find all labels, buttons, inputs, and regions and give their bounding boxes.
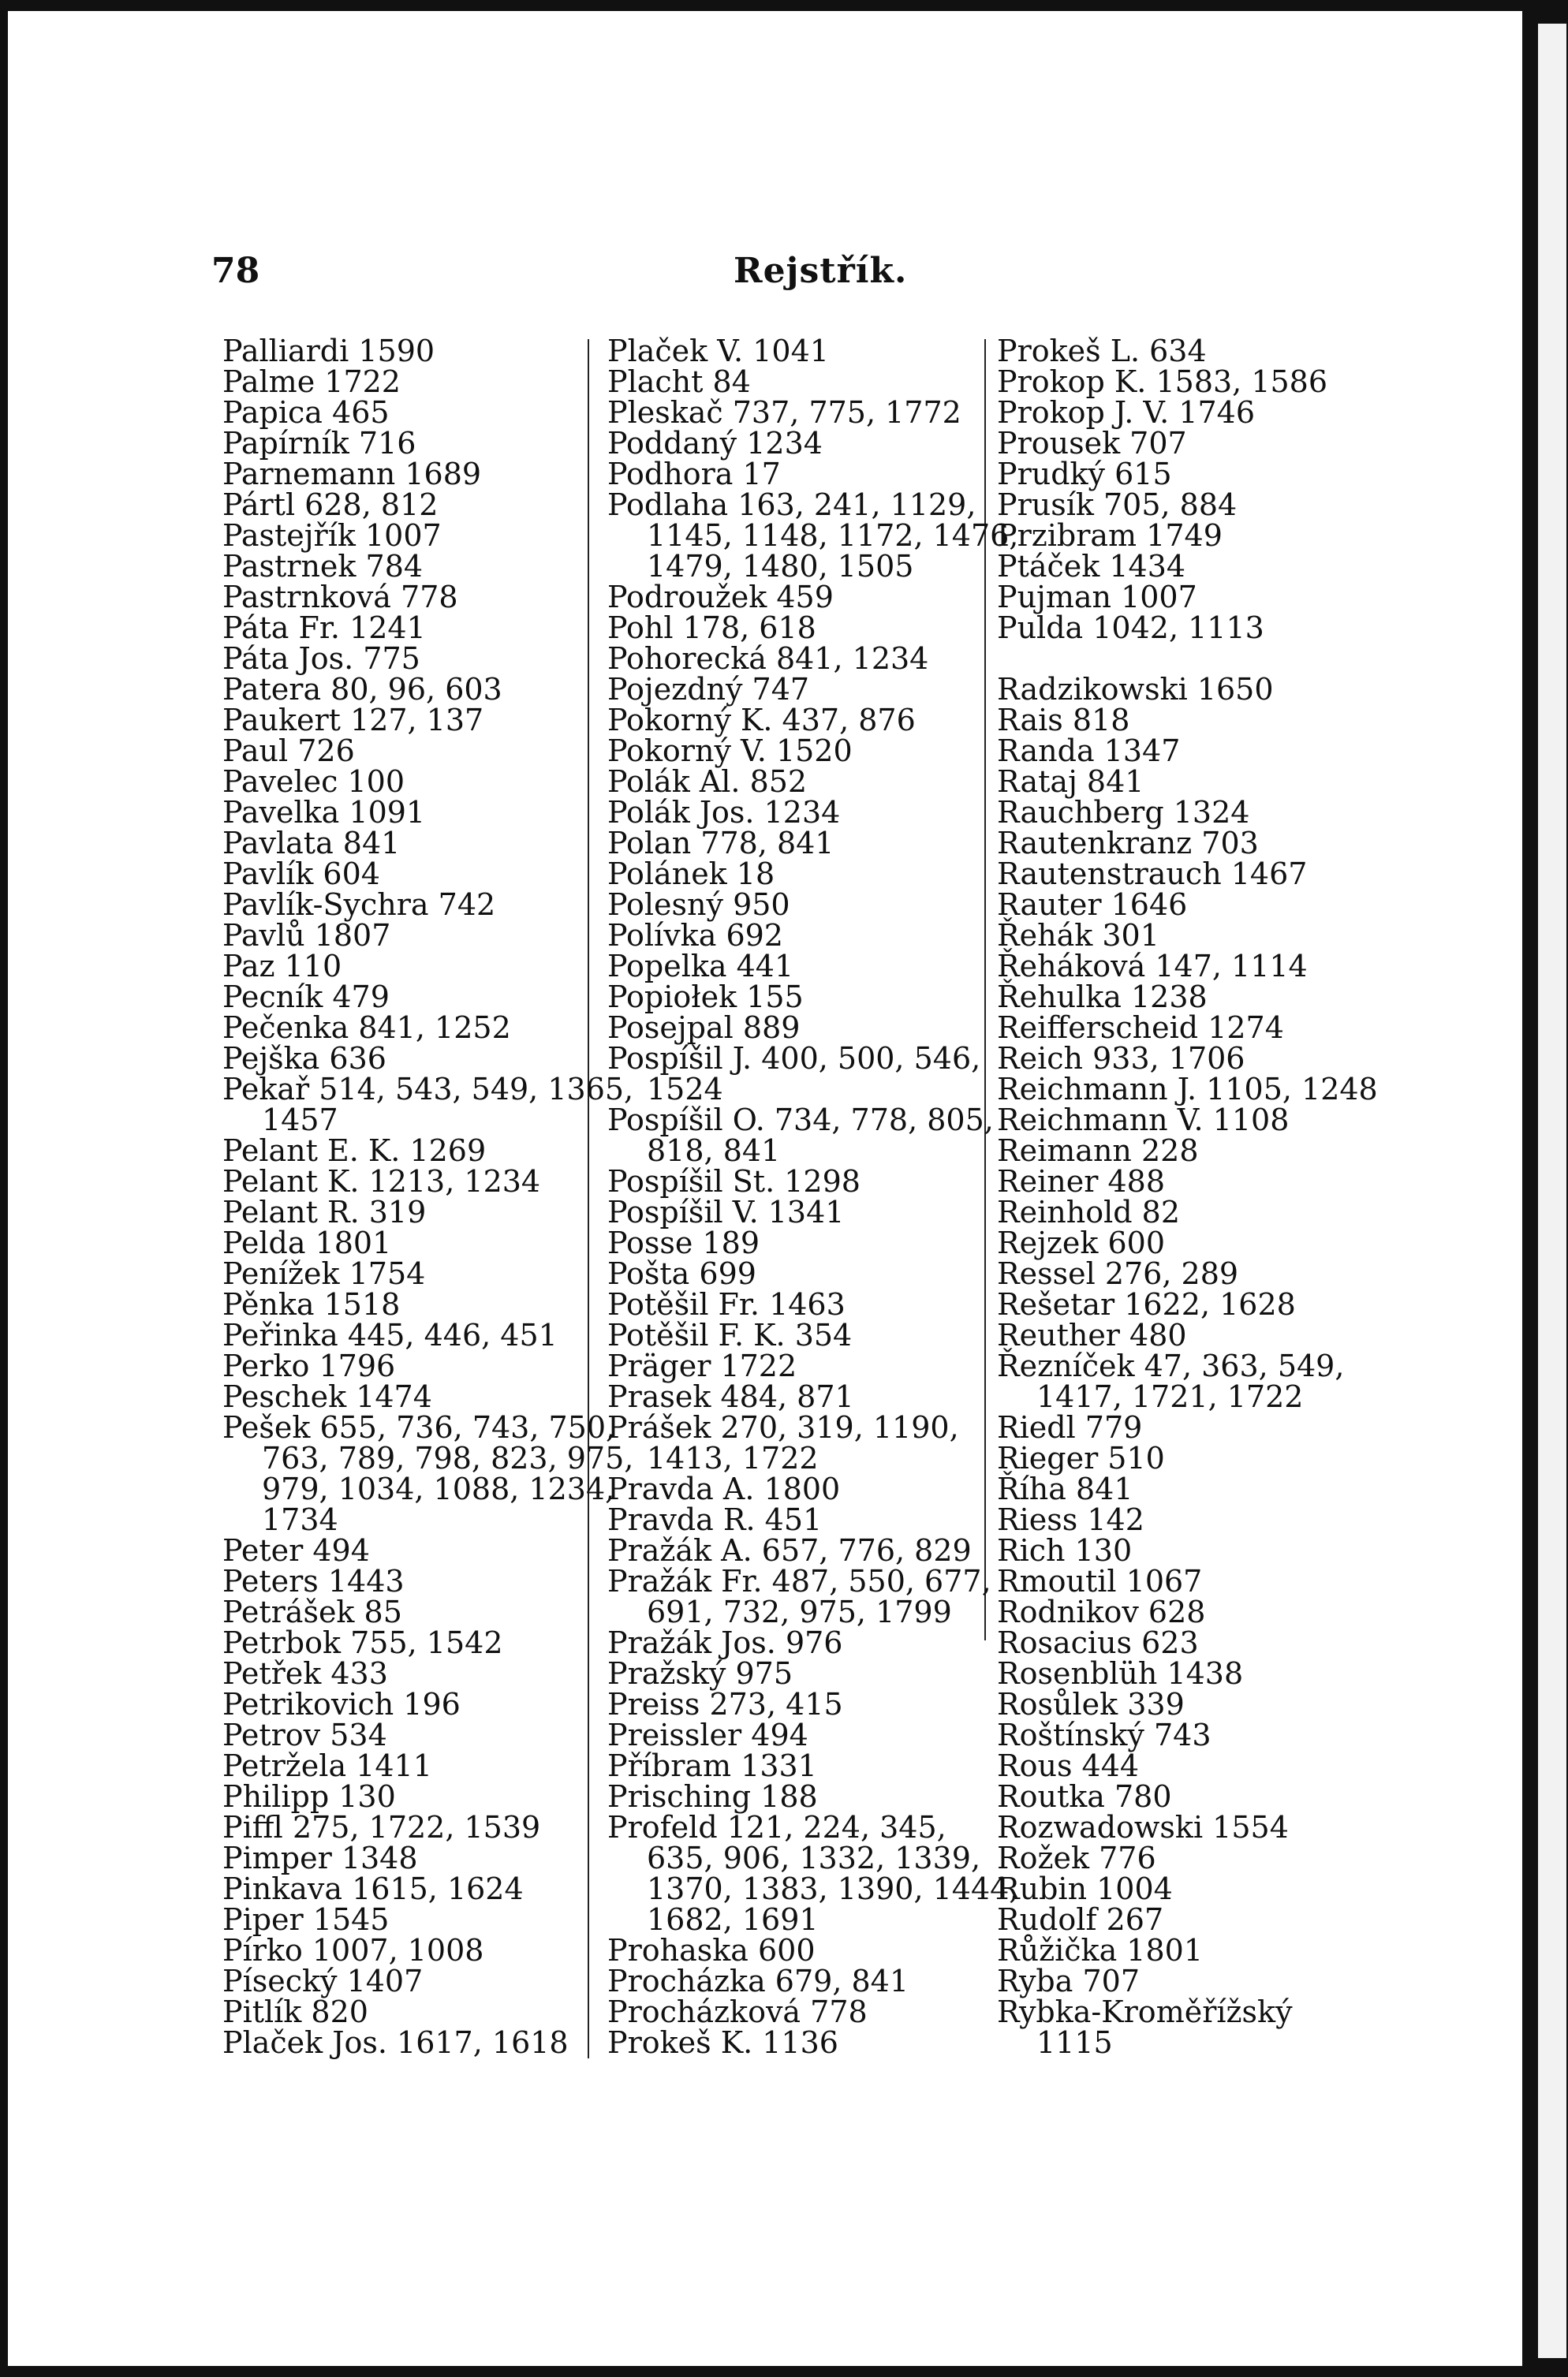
index-entry: Pejška 636 xyxy=(222,1041,386,1076)
index-entry: Papica 465 xyxy=(222,395,390,430)
index-entry: Piper 1545 xyxy=(222,1902,390,1937)
index-entry: Perko 1796 xyxy=(222,1349,396,1383)
index-entry-continuation: 1457 xyxy=(262,1103,338,1137)
index-entry: Reimann 228 xyxy=(997,1133,1199,1168)
index-entry: Procházka 679, 841 xyxy=(607,1964,909,1998)
index-entry: Polák Jos. 1234 xyxy=(607,795,841,830)
index-entry: Pleskač 737, 775, 1772 xyxy=(607,395,961,430)
index-entry: Pospíšil O. 734, 778, 805, xyxy=(607,1103,994,1137)
index-entry: Rautenkranz 703 xyxy=(997,826,1259,860)
index-entry: Příbram 1331 xyxy=(607,1748,817,1783)
index-entry: Reichmann J. 1105, 1248 xyxy=(997,1072,1378,1106)
index-entry: Podlaha 163, 241, 1129, xyxy=(607,487,976,522)
index-entry: Řehulka 1238 xyxy=(997,980,1208,1014)
index-entry: Pujman 1007 xyxy=(997,580,1197,614)
scan-edge-right-inner xyxy=(1538,24,1566,2358)
index-entry: Potěšil Fr. 1463 xyxy=(607,1287,846,1322)
index-entry: Pavelka 1091 xyxy=(222,795,426,830)
index-entry: Rybka-Kroměřížský xyxy=(997,1995,1293,2029)
index-entry-continuation: 763, 789, 798, 823, 975, xyxy=(262,1441,634,1476)
index-entry: Potěšil F. K. 354 xyxy=(607,1318,853,1353)
index-entry: Pártl 628, 812 xyxy=(222,487,439,522)
index-entry: Petrbok 755, 1542 xyxy=(222,1625,503,1660)
index-entry: Placht 84 xyxy=(607,364,751,399)
index-entry: Roštínský 743 xyxy=(997,1718,1211,1752)
index-entry: Preissler 494 xyxy=(607,1718,808,1752)
index-entry: Pospíšil V. 1341 xyxy=(607,1195,845,1230)
index-entry: Philipp 130 xyxy=(222,1779,396,1814)
index-entry: Popiołek 155 xyxy=(607,980,804,1014)
index-entry: Pražák A. 657, 776, 829 xyxy=(607,1533,972,1568)
index-entry: Przibram 1749 xyxy=(997,518,1223,553)
index-entry: Plaček V. 1041 xyxy=(607,334,829,368)
index-entry: Rauchberg 1324 xyxy=(997,795,1250,830)
index-entry: Prášek 270, 319, 1190, xyxy=(607,1410,959,1445)
index-entry: Prokeš L. 634 xyxy=(997,334,1207,368)
index-entry: Rosůlek 339 xyxy=(997,1687,1185,1722)
index-entry: Pulda 1042, 1113 xyxy=(997,610,1264,645)
index-entry: Rautenstrauch 1467 xyxy=(997,856,1308,891)
index-entry-continuation: 818, 841 xyxy=(647,1133,781,1168)
index-entry: Prousek 707 xyxy=(997,426,1187,461)
index-entry: Posse 189 xyxy=(607,1226,760,1260)
index-entry-continuation: 1479, 1480, 1505 xyxy=(647,549,914,584)
index-entry: Pokorný V. 1520 xyxy=(607,733,853,768)
index-entry: Routka 780 xyxy=(997,1779,1172,1814)
index-entry: Pečenka 841, 1252 xyxy=(222,1010,511,1045)
index-entry: Rubin 1004 xyxy=(997,1871,1173,1906)
index-entry: Reichmann V. 1108 xyxy=(997,1103,1290,1137)
index-entry: Petřek 433 xyxy=(222,1656,388,1691)
index-entry: Pelant K. 1213, 1234 xyxy=(222,1164,541,1199)
index-entry: Pražák Fr. 487, 550, 677, xyxy=(607,1564,991,1599)
index-entry: Pastrnek 784 xyxy=(222,549,424,584)
index-entry: Plaček Jos. 1617, 1618 xyxy=(222,2025,569,2060)
index-entry: Rosacius 623 xyxy=(997,1625,1199,1660)
index-entry: Pojezdný 747 xyxy=(607,672,810,707)
index-entry: Paukert 127, 137 xyxy=(222,703,484,737)
index-entry: Polánek 18 xyxy=(607,856,775,891)
index-entry: Pravda R. 451 xyxy=(607,1502,823,1537)
index-entry: Reiner 488 xyxy=(997,1164,1165,1199)
index-entry: Pavelec 100 xyxy=(222,764,405,799)
page-title: Rejstřík. xyxy=(734,251,908,291)
index-entry: Procházková 778 xyxy=(607,1995,868,2029)
index-entry: Rudolf 267 xyxy=(997,1902,1164,1937)
page-number: 78 xyxy=(211,251,260,291)
index-entry: Petržela 1411 xyxy=(222,1748,432,1783)
section-gap xyxy=(997,644,1378,674)
index-entry: Randa 1347 xyxy=(997,733,1181,768)
index-entry: Prokop K. 1583, 1586 xyxy=(997,364,1328,399)
index-entry: Řeháková 147, 1114 xyxy=(997,949,1308,983)
index-entry: Pohorecká 841, 1234 xyxy=(607,641,929,676)
index-entry: Rous 444 xyxy=(997,1748,1140,1783)
index-entry: Peter 494 xyxy=(222,1533,370,1568)
index-entry: Paul 726 xyxy=(222,733,355,768)
index-entry: Pimper 1348 xyxy=(222,1841,418,1875)
index-entry: Reuther 480 xyxy=(997,1318,1187,1353)
index-entry: Pavlík 604 xyxy=(222,856,380,891)
index-entry: Rešetar 1622, 1628 xyxy=(997,1287,1296,1322)
index-entry: Pohl 178, 618 xyxy=(607,610,816,645)
index-entry: Pravda A. 1800 xyxy=(607,1472,841,1506)
index-entry: Pospíšil St. 1298 xyxy=(607,1164,861,1199)
index-entry: Řezníček 47, 363, 549, xyxy=(997,1349,1345,1383)
index-entry: Rodnikov 628 xyxy=(997,1595,1206,1629)
index-entry: Páta Jos. 775 xyxy=(222,641,420,676)
index-entry: Pecník 479 xyxy=(222,980,390,1014)
index-entry: Rožek 776 xyxy=(997,1841,1156,1875)
index-entry: Polesný 950 xyxy=(607,887,790,922)
index-entry: Pavlata 841 xyxy=(222,826,401,860)
index-entry: Písecký 1407 xyxy=(222,1964,424,1998)
index-entry: Profeld 121, 224, 345, xyxy=(607,1810,946,1845)
index-entry: Preiss 273, 415 xyxy=(607,1687,843,1722)
index-entry-continuation: 979, 1034, 1088, 1234, xyxy=(262,1472,615,1506)
index-entry: Penížek 1754 xyxy=(222,1256,426,1291)
index-entry: Prisching 188 xyxy=(607,1779,818,1814)
index-entry: Palme 1722 xyxy=(222,364,401,399)
index-column-2 xyxy=(607,336,1018,2058)
index-entry: Riedl 779 xyxy=(997,1410,1143,1445)
index-entry: Petrášek 85 xyxy=(222,1595,402,1629)
scan-edge-bottom xyxy=(0,2366,1568,2377)
index-entry: Prokop J. V. 1746 xyxy=(997,395,1256,430)
index-entry: Ryba 707 xyxy=(997,1964,1141,1998)
index-entry: Poddaný 1234 xyxy=(607,426,823,461)
index-entry-continuation: 1145, 1148, 1172, 1476, xyxy=(647,518,1019,553)
index-entry: Pospíšil J. 400, 500, 546, xyxy=(607,1041,981,1076)
index-entry: Prudký 615 xyxy=(997,457,1172,491)
index-entry: Růžička 1801 xyxy=(997,1933,1204,1968)
index-entry: Pokorný K. 437, 876 xyxy=(607,703,916,737)
index-entry-continuation: 691, 732, 975, 1799 xyxy=(647,1595,952,1629)
index-entry: Peters 1443 xyxy=(222,1564,405,1599)
index-entry-continuation: 1115 xyxy=(1036,2025,1113,2060)
index-entry: Prusík 705, 884 xyxy=(997,487,1238,522)
index-entry: Rauter 1646 xyxy=(997,887,1188,922)
index-entry: Řehák 301 xyxy=(997,918,1159,953)
index-entry: Prokeš K. 1136 xyxy=(607,2025,838,2060)
index-entry: Palliardi 1590 xyxy=(222,334,435,368)
index-column-1 xyxy=(222,336,633,2058)
scan-edge-left xyxy=(0,0,8,2377)
index-entry: Pešek 655, 736, 743, 750, xyxy=(222,1410,616,1445)
index-entry: Polák Al. 852 xyxy=(607,764,808,799)
index-entry: Pastrnková 778 xyxy=(222,580,458,614)
index-entry-continuation: 1682, 1691 xyxy=(647,1902,819,1937)
index-entry-continuation: 1524 xyxy=(647,1072,723,1106)
index-entry: Reifferscheid 1274 xyxy=(997,1010,1284,1045)
index-entry: Reinhold 82 xyxy=(997,1195,1180,1230)
index-entry: Piffl 275, 1722, 1539 xyxy=(222,1810,541,1845)
index-entry: Reich 933, 1706 xyxy=(997,1041,1245,1076)
index-entry: Podroužek 459 xyxy=(607,580,834,614)
index-entry: Páta Fr. 1241 xyxy=(222,610,426,645)
index-entry: Pěnka 1518 xyxy=(222,1287,401,1322)
index-entry-continuation: 1417, 1721, 1722 xyxy=(1036,1379,1304,1414)
scan-edge-top xyxy=(0,0,1568,11)
index-entry: Ptáček 1434 xyxy=(997,549,1186,584)
index-entry: Pražský 975 xyxy=(607,1656,793,1691)
index-entry: Riess 142 xyxy=(997,1502,1144,1537)
index-entry: Rieger 510 xyxy=(997,1441,1165,1476)
index-entry: Pírko 1007, 1008 xyxy=(222,1933,484,1968)
index-entry: Rmoutil 1067 xyxy=(997,1564,1203,1599)
index-entry: Rais 818 xyxy=(997,703,1130,737)
index-entry: Pošta 699 xyxy=(607,1256,756,1291)
index-entry: Pavlík-Sychra 742 xyxy=(222,887,496,922)
index-entry: Peschek 1474 xyxy=(222,1379,432,1414)
index-entry: Petrikovich 196 xyxy=(222,1687,461,1722)
index-entry: Podhora 17 xyxy=(607,457,781,491)
index-entry: Parnemann 1689 xyxy=(222,457,482,491)
index-entry: Papírník 716 xyxy=(222,426,416,461)
index-entry: Paz 110 xyxy=(222,949,342,983)
index-entry: Polívka 692 xyxy=(607,918,783,953)
index-entry: Radzikowski 1650 xyxy=(997,672,1274,707)
index-entry: Ressel 276, 289 xyxy=(997,1256,1239,1291)
index-entry: Präger 1722 xyxy=(607,1349,797,1383)
index-entry: Pinkava 1615, 1624 xyxy=(222,1871,524,1906)
index-column-3 xyxy=(997,336,1378,2058)
index-entry: Patera 80, 96, 603 xyxy=(222,672,502,707)
index-entry: Rataj 841 xyxy=(997,764,1144,799)
index-entry: Prasek 484, 871 xyxy=(607,1379,854,1414)
index-entry: Pavlů 1807 xyxy=(222,918,391,953)
index-entry: Pekař 514, 543, 549, 1365, xyxy=(222,1072,634,1106)
index-entry: Pražák Jos. 976 xyxy=(607,1625,843,1660)
index-entry: Peřinka 445, 446, 451 xyxy=(222,1318,558,1353)
index-entry: Rosenblüh 1438 xyxy=(997,1656,1244,1691)
index-entry: Rich 130 xyxy=(997,1533,1133,1568)
index-entry: Pastejřík 1007 xyxy=(222,518,442,553)
index-entry: Pelda 1801 xyxy=(222,1226,392,1260)
index-entry: Posejpal 889 xyxy=(607,1010,801,1045)
index-entry: Rozwadowski 1554 xyxy=(997,1810,1289,1845)
index-entry: Pitlík 820 xyxy=(222,1995,368,2029)
index-entry: Prohaska 600 xyxy=(607,1933,816,1968)
index-entry: Rejzek 600 xyxy=(997,1226,1166,1260)
index-entry: Popelka 441 xyxy=(607,949,794,983)
index-entry-continuation: 635, 906, 1332, 1339, xyxy=(647,1841,981,1875)
index-entry: Petrov 534 xyxy=(222,1718,387,1752)
index-entry-continuation: 1370, 1383, 1390, 1444, xyxy=(647,1871,1019,1906)
index-entry-continuation: 1734 xyxy=(262,1502,338,1537)
index-entry: Říha 841 xyxy=(997,1472,1133,1506)
index-entry: Polan 778, 841 xyxy=(607,826,834,860)
index-entry-continuation: 1413, 1722 xyxy=(647,1441,819,1476)
index-entry: Pelant R. 319 xyxy=(222,1195,427,1230)
index-entry: Pelant E. K. 1269 xyxy=(222,1133,487,1168)
